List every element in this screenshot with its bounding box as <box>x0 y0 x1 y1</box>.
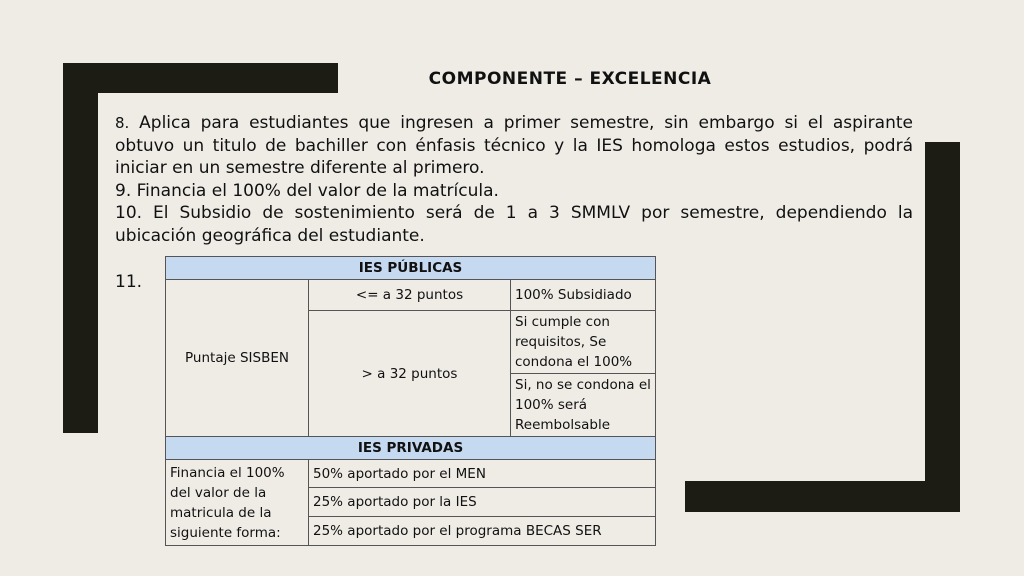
decor-bar-bottom-right-vertical <box>925 142 960 512</box>
paragraph-8-number: 8. <box>115 114 130 132</box>
aporte-men-cell: 50% aportado por el MEN <box>309 460 656 488</box>
slide-title: COMPONENTE – EXCELENCIA <box>428 69 712 89</box>
decor-bar-top-left-horizontal <box>63 63 338 93</box>
aporte-ies-cell: 25% aportado por la IES <box>309 488 656 517</box>
decor-bar-bottom-right-horizontal <box>685 481 960 512</box>
paragraph-8-text: Aplica para estudiantes que ingresen a primer semestre, sin embargo si el aspirante obtuvo un titulo de bachiller con énfasis técnico y la IES homologa estos estudios, podrá iniciar en un semestre diferente al primero. <box>115 113 913 178</box>
paragraph-10: 10. El Subsidio de sostenimiento será de 1 a 3 SMMLV por semestre, dependiendo la ubicación geográfica del estudiante. <box>115 203 913 246</box>
range-gt-32-cell: > a 32 puntos <box>309 311 511 437</box>
result-reembolsable-cell: Si, no se condona el 100% será Reembolsable <box>511 374 656 437</box>
publicas-header: IES PÚBLICAS <box>166 257 656 280</box>
paragraph-8 <box>115 112 913 180</box>
paragraph-9: 9. Financia el 100% del valor de la matrícula. <box>115 180 499 201</box>
result-condona-cell: Si cumple con requisitos, Se condona el 100% <box>511 311 656 374</box>
result-subsidiado-cell: 100% Subsidiado <box>511 280 656 311</box>
decor-bar-top-left-vertical <box>63 63 98 433</box>
paragraph-11: 11. <box>115 272 143 292</box>
ies-table <box>165 256 656 546</box>
slide-body <box>115 112 913 247</box>
puntaje-sisben-cell: Puntaje SISBEN <box>166 280 309 437</box>
financia-cell: Financia el 100% del valor de la matricula de la siguiente forma: <box>166 460 309 546</box>
privadas-header: IES PRIVADAS <box>166 437 656 460</box>
range-le-32-cell: <= a 32 puntos <box>309 280 511 311</box>
aporte-becas-ser-cell: 25% aportado por el programa BECAS SER <box>309 517 656 546</box>
